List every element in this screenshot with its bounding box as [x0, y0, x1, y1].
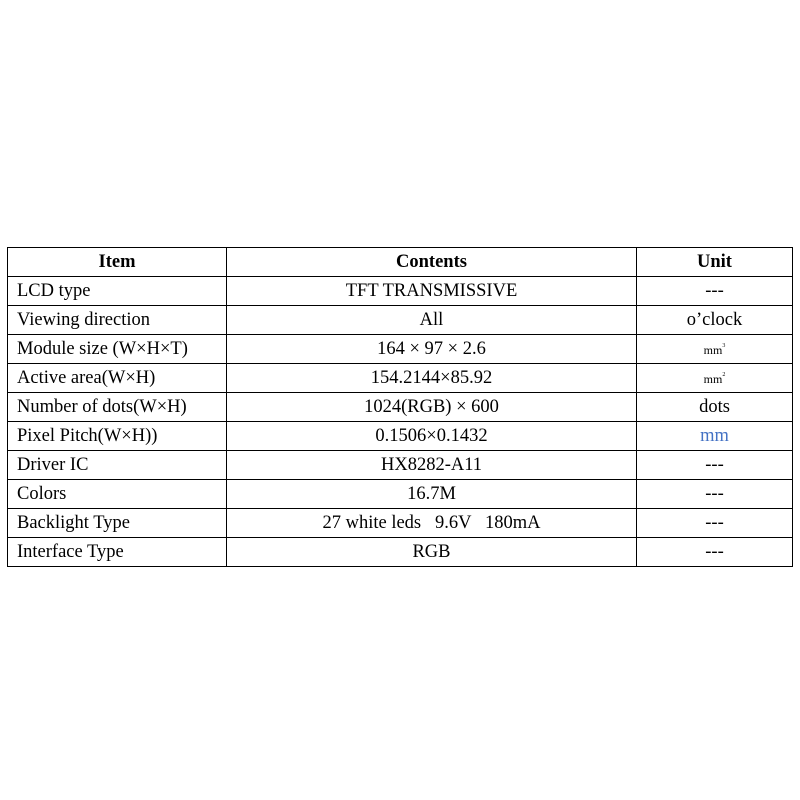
- unit-cell: [637, 364, 793, 393]
- unit-base: mm: [703, 342, 723, 357]
- unit-cell: o’clock: [637, 306, 793, 335]
- spec-table: [7, 247, 793, 567]
- contents-cell: 164 × 97 × 2.6: [227, 335, 637, 364]
- header-item: Item: [8, 248, 227, 277]
- table-row: [8, 306, 793, 335]
- item-cell: Module size (W×H×T): [8, 335, 227, 364]
- unit-cell: ---: [637, 277, 793, 306]
- unit-value: [704, 372, 726, 386]
- table-row: [8, 538, 793, 567]
- table-row: [8, 509, 793, 538]
- unit-superscript: 3: [722, 342, 726, 349]
- item-cell: Driver IC: [8, 451, 227, 480]
- unit-cell: ---: [637, 509, 793, 538]
- header-unit: Unit: [637, 248, 793, 277]
- table-row: [8, 335, 793, 364]
- contents-cell: 154.2144×85.92: [227, 364, 637, 393]
- item-cell: Backlight Type: [8, 509, 227, 538]
- table-row: [8, 480, 793, 509]
- table-row: [8, 451, 793, 480]
- unit-cell: dots: [637, 393, 793, 422]
- unit-value: [704, 343, 726, 357]
- unit-cell: ---: [637, 451, 793, 480]
- unit-base: mm: [703, 371, 723, 386]
- unit-cell: mm: [637, 422, 793, 451]
- unit-cell: ---: [637, 480, 793, 509]
- contents-cell: TFT TRANSMISSIVE: [227, 277, 637, 306]
- contents-cell: All: [227, 306, 637, 335]
- contents-cell: 27 white leds 9.6V 180mA: [227, 509, 637, 538]
- unit-cell: [637, 335, 793, 364]
- contents-cell: 1024(RGB) × 600: [227, 393, 637, 422]
- contents-cell: HX8282-A11: [227, 451, 637, 480]
- item-cell: Interface Type: [8, 538, 227, 567]
- table-row: [8, 364, 793, 393]
- item-cell: Viewing direction: [8, 306, 227, 335]
- table-row: [8, 393, 793, 422]
- header-contents: Contents: [227, 248, 637, 277]
- item-cell: Colors: [8, 480, 227, 509]
- contents-cell: 0.1506×0.1432: [227, 422, 637, 451]
- item-cell: Active area(W×H): [8, 364, 227, 393]
- unit-cell: ---: [637, 538, 793, 567]
- contents-cell: RGB: [227, 538, 637, 567]
- contents-cell: 16.7M: [227, 480, 637, 509]
- table-row: [8, 422, 793, 451]
- item-cell: LCD type: [8, 277, 227, 306]
- item-cell: Pixel Pitch(W×H)): [8, 422, 227, 451]
- table-row: [8, 277, 793, 306]
- header-row: [8, 248, 793, 277]
- item-cell: Number of dots(W×H): [8, 393, 227, 422]
- unit-superscript: 2: [722, 371, 726, 378]
